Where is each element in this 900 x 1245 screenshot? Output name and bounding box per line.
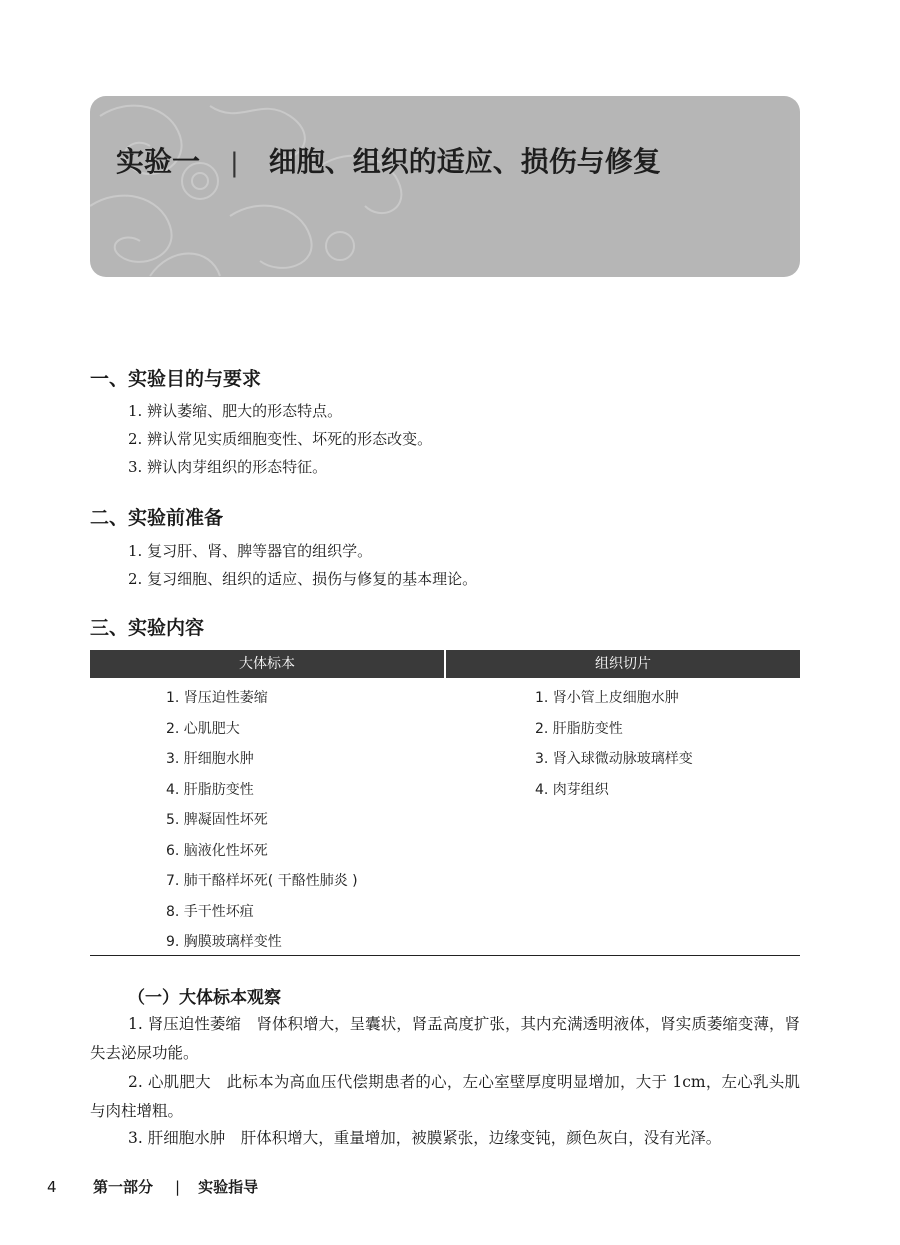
- list-item: 2. 肝脂肪变性: [535, 720, 623, 737]
- list-item: 9. 胸膜玻璃样变性: [166, 934, 282, 950]
- gross-specimen-column: [90, 678, 445, 955]
- experiment-title: 细胞、组织的适应、损伤与修复: [268, 145, 661, 178]
- subsection-heading: （一）大体标本观察: [128, 988, 281, 1008]
- body-paragraph: 2. 心肌肥大 此标本为高血压代偿期患者的心，左心室壁厚度明显增加，大于 1cm，左心乳头肌与肉柱增粗。: [90, 1073, 800, 1120]
- body-paragraph: 3. 肝细胞水肿 肝体积增大，重量增加，被膜紧张，边缘变钝，颜色灰白，没有光泽。: [128, 1129, 722, 1147]
- page-number: 4: [47, 1178, 57, 1196]
- list-item: 2. 心肌肥大: [166, 720, 240, 737]
- section-heading-preparation: 二、实验前准备: [90, 507, 224, 529]
- specimen-table: [90, 650, 800, 956]
- chapter-title: [116, 140, 661, 180]
- chapter-banner: [90, 96, 800, 277]
- list-item: 1. 肾压迫性萎缩: [166, 690, 268, 706]
- objective-item: 2. 辨认常见实质细胞变性、坏死的形态改变。: [128, 430, 433, 448]
- footer-separator: |: [175, 1178, 181, 1196]
- list-item: 8. 手干性坏疽: [166, 903, 254, 920]
- page-footer: [47, 1176, 258, 1197]
- objective-item: 3. 辨认肉芽组织的形态特征。: [128, 458, 328, 476]
- header-tissue-sections: 组织切片: [444, 650, 800, 678]
- footer-title: 实验指导: [198, 1178, 259, 1196]
- list-item: 3. 肾入球微动脉玻璃样变: [535, 751, 693, 767]
- objective-item: 1. 辨认萎缩、肥大的形态特点。: [128, 402, 343, 420]
- section-heading-content: 三、实验内容: [90, 617, 205, 639]
- table-body: [90, 678, 800, 956]
- table-header: [90, 650, 800, 678]
- header-gross-specimens: 大体标本: [239, 656, 295, 672]
- title-separator: |: [230, 148, 239, 178]
- body-paragraph: 1. 肾压迫性萎缩 肾体积增大，呈囊状，肾盂高度扩张，其内充满透明液体，肾实质萎缩变薄，肾失去泌尿功能。: [90, 1015, 801, 1062]
- preparation-item: 1. 复习肝、肾、脾等器官的组织学。: [128, 542, 373, 560]
- tissue-section-column: [445, 678, 800, 955]
- preparation-item: 2. 复习细胞、组织的适应、损伤与修复的基本理论。: [128, 570, 478, 588]
- list-item: 1. 肾小管上皮细胞水肿: [535, 690, 679, 706]
- list-item: 3. 肝细胞水肿: [166, 751, 254, 767]
- floral-ornament: [90, 96, 410, 277]
- list-item: 4. 肉芽组织: [535, 781, 609, 798]
- list-item: 5. 脾凝固性坏死: [166, 812, 268, 828]
- list-item: 4. 肝脂肪变性: [166, 781, 254, 798]
- list-item: 7. 肺干酪样坏死( 干酪性肺炎 ): [166, 873, 358, 889]
- footer-part: 第一部分: [93, 1178, 154, 1196]
- experiment-label: 实验一: [116, 145, 201, 178]
- list-item: 6. 脑液化性坏死: [166, 842, 268, 859]
- section-heading-objectives: 一、实验目的与要求: [90, 368, 262, 390]
